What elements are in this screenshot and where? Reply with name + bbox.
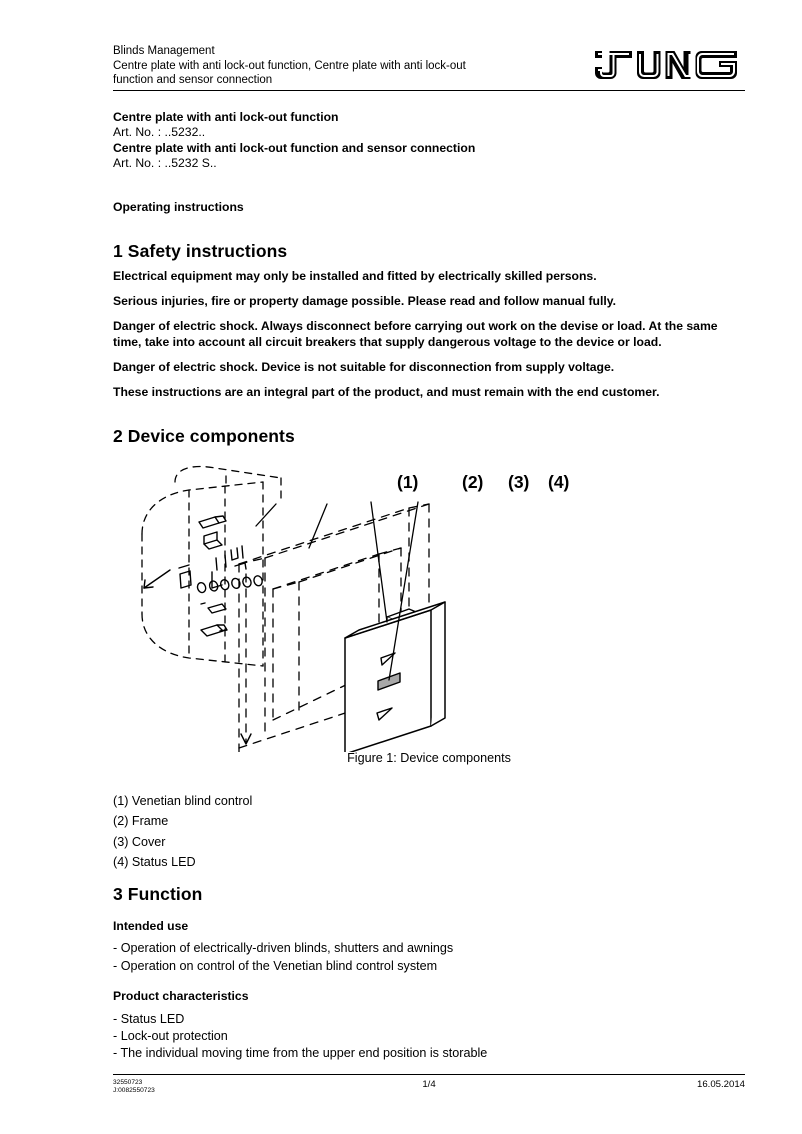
footer-doc-number: 32550723 [113,1079,143,1086]
subheading-product-characteristics: Product characteristics [113,989,249,1004]
list-item: - Lock-out protection [113,1029,228,1044]
legend-item: (2) Frame [113,814,169,829]
figure-device-components [113,462,745,772]
document-type-label: Operating instructions [113,199,244,214]
header-divider [113,90,745,91]
function-section [113,884,745,1063]
product-characteristics-list [113,1011,745,1063]
list-item: - Operation of electrically-driven blinds, shutters and awnings [113,941,454,956]
section-heading-function: 3 Function [113,884,203,904]
legend-item: (1) Venetian blind control [113,794,253,808]
footer-job-number: J:0082550723 [113,1087,155,1095]
header-title-block [113,44,583,88]
header-category: Blinds Management [113,45,215,57]
safety-paragraph: Electrical equipment may only be installed and fitted by electrically skilled persons. [113,269,597,284]
figure-callout-4: (4) [548,472,570,492]
list-item: - The individual moving time from the upper end position is storable [113,1046,488,1061]
figure-callout-3: (3) [508,472,530,492]
product-art-no: Art. No. : ..5232 S.. [113,156,217,171]
footer-divider [113,1074,745,1075]
legend-item: (4) Status LED [113,854,196,869]
figure-callout-1: (1) [397,472,419,492]
safety-paragraph: These instructions are an integral part of the product, and must remain with the end customer. [113,385,660,400]
safety-paragraph: Serious injuries, fire or property damage possible. Please read and follow manual fully. [113,294,616,309]
safety-paragraph: Danger of electric shock. Device is not suitable for disconnection from supply voltage. [113,359,615,374]
list-item: - Operation on control of the Venetian blind control system [113,958,438,973]
section-heading-device-components: 2 Device components [113,426,295,447]
product-art-no: Art. No. : ..5232.. [113,125,206,140]
product-title: Centre plate with anti lock-out function and sensor connection [113,140,476,155]
figure-legend [113,791,513,872]
header-subtitle-line2: function and sensor connection [113,74,273,87]
product-title: Centre plate with anti lock-out function [113,110,339,124]
document-content [113,110,745,454]
intended-use-list [113,940,745,975]
subheading-intended-use: Intended use [113,919,189,933]
header-subtitle-line1: Centre plate with anti lock-out function, Centre plate with anti lock-out [113,59,466,72]
safety-paragraph: Danger of electric shock. Always disconnect before carrying out work on the devise or load. At the same time, take into account all circuit breakers that supply dangerous voltage to the device or load. [113,319,718,349]
product-block-2 [113,141,745,172]
section-heading-safety: 1 Safety instructions [113,241,288,262]
footer-date: 16.05.2014 [696,1079,745,1090]
footer-page-number: 1/4 [422,1079,436,1090]
page-header [113,44,745,94]
figure-caption: Figure 1: Device components [347,751,511,765]
figure-callout-2: (2) [462,472,484,492]
legend-item: (3) Cover [113,834,166,849]
page-footer [113,1079,745,1103]
jung-logo [593,50,745,86]
product-block-1 [113,110,745,141]
list-item: - Status LED [113,1011,185,1026]
